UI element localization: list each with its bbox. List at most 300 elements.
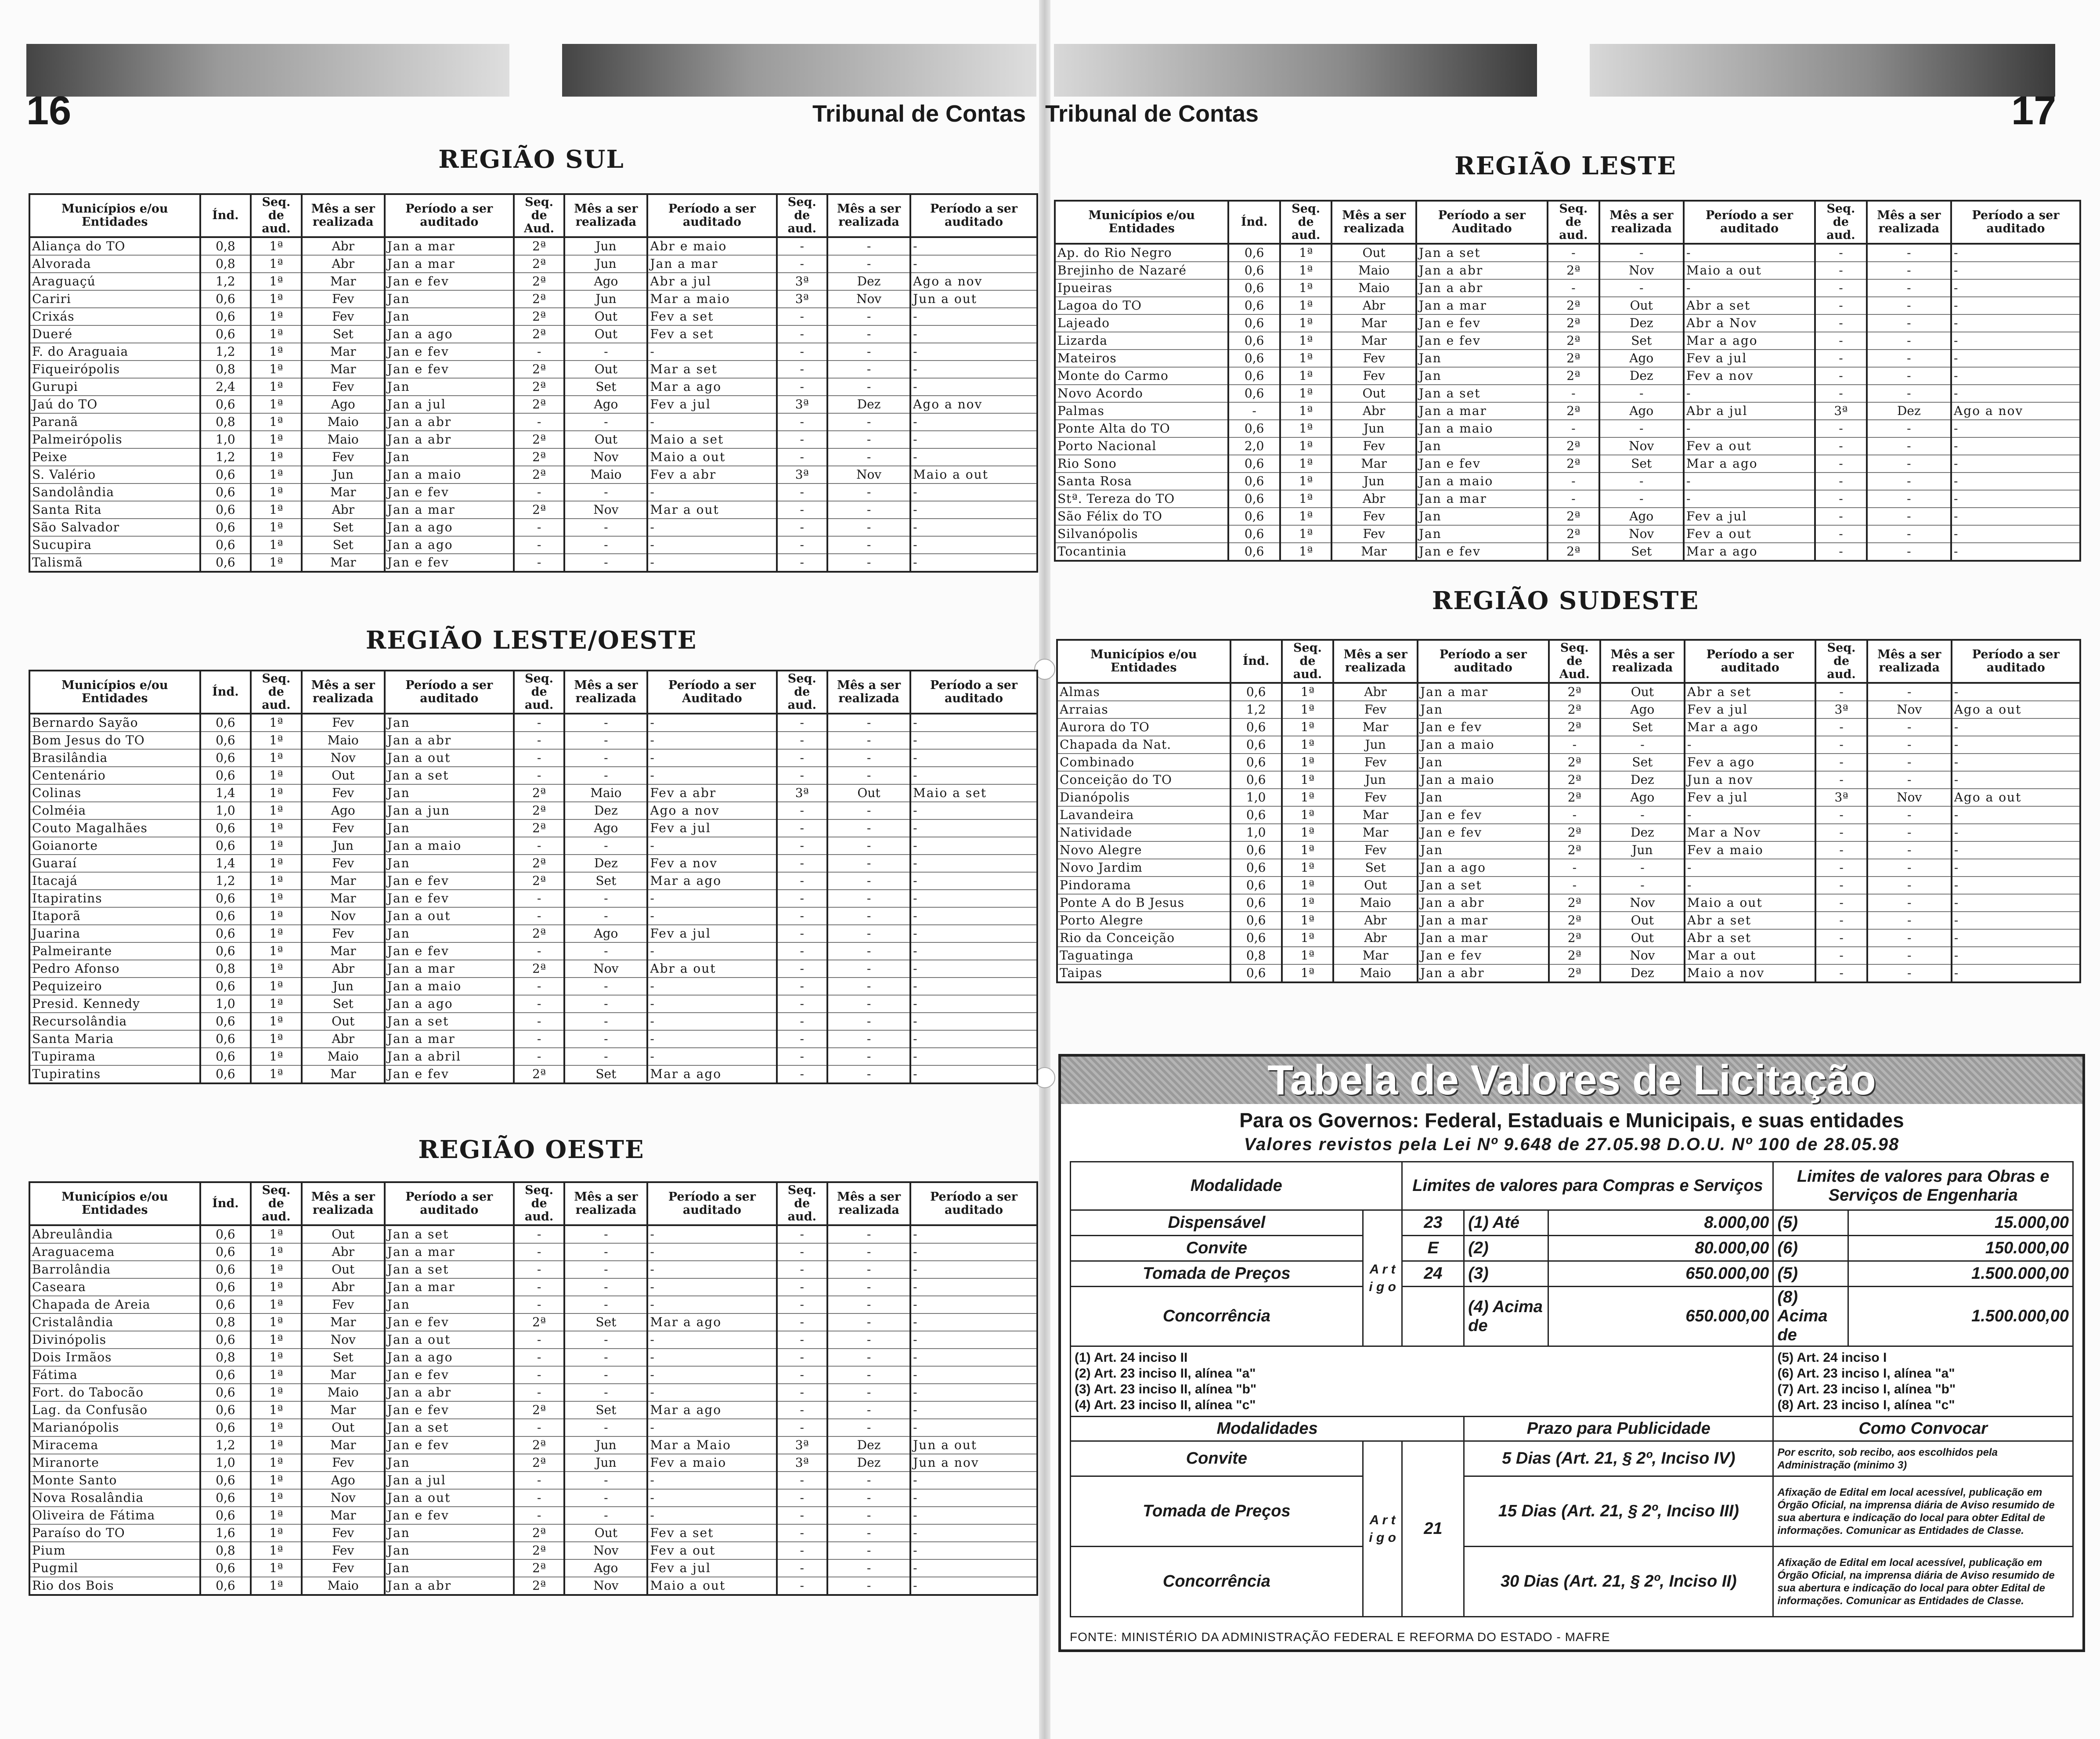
schedule-cell: Fev a abr <box>647 466 776 483</box>
schedule-cell: Fev <box>302 308 385 325</box>
table-row <box>29 290 1037 308</box>
column-header: Seq. de Aud. <box>514 194 565 237</box>
schedule-cell: 2ª <box>514 855 565 872</box>
schedule-cell: Abr <box>1331 490 1416 508</box>
schedule-cell: - <box>514 978 565 995</box>
schedule-cell: - <box>1867 332 1951 350</box>
schedule-cell: Fev a ago <box>1685 754 1816 771</box>
schedule-cell: Nov <box>302 1331 385 1349</box>
schedule-cell: - <box>827 837 910 855</box>
schedule-cell: - <box>827 448 910 466</box>
schedule-cell: 2ª <box>1548 508 1599 525</box>
obras-value: 1.500.000,00 <box>1848 1287 2073 1346</box>
schedule-cell: Abr <box>302 237 385 255</box>
schedule-cell: Mar <box>302 1366 385 1384</box>
schedule-cell: - <box>564 483 647 501</box>
schedule-cell: - <box>564 1048 647 1065</box>
indice-cell: 0,6 <box>200 1243 251 1261</box>
schedule-cell: Jan <box>1418 754 1549 771</box>
schedule-cell: 1ª <box>1282 718 1333 736</box>
schedule-cell: 2ª <box>514 1559 565 1577</box>
municipio-cell: Araguaçú <box>29 273 200 290</box>
schedule-cell: - <box>777 837 828 855</box>
prazo-header: Prazo para Publicidade <box>1464 1417 1773 1441</box>
indice-cell: 1,0 <box>1230 789 1282 806</box>
column-header: Seq. de aud. <box>1282 640 1333 683</box>
schedule-cell: 1ª <box>251 536 302 554</box>
schedule-cell: 1ª <box>1282 771 1333 789</box>
schedule-cell: - <box>827 519 910 536</box>
schedule-cell: Jan <box>1418 701 1549 718</box>
schedule-cell: Nov <box>302 749 385 767</box>
schedule-cell: Ago <box>302 1472 385 1489</box>
schedule-cell: - <box>1684 473 1815 490</box>
schedule-cell: - <box>1548 490 1599 508</box>
municipio-cell: Ipueiras <box>1055 279 1228 297</box>
schedule-cell: - <box>777 1559 828 1577</box>
table-row <box>1055 385 2080 402</box>
schedule-cell: Abr <box>302 1278 385 1296</box>
schedule-cell: Out <box>302 767 385 784</box>
schedule-cell: Jan a maio <box>1416 420 1548 437</box>
indice-cell: 0,6 <box>200 290 251 308</box>
schedule-cell: 2ª <box>1549 894 1600 912</box>
municipio-cell: Gurupi <box>29 378 200 396</box>
schedule-cell: Maio <box>302 431 385 448</box>
schedule-cell: Maio a set <box>910 784 1037 802</box>
table-row <box>29 749 1037 767</box>
schedule-cell: Out <box>1333 877 1418 894</box>
municipio-cell: Mateiros <box>1055 350 1228 367</box>
schedule-cell: Nov <box>564 1577 647 1595</box>
schedule-cell: - <box>910 237 1037 255</box>
schedule-cell: Mar <box>302 1065 385 1083</box>
schedule-cell: - <box>564 1489 647 1507</box>
indice-cell: 0,6 <box>1228 314 1280 332</box>
column-header: Período a ser auditado <box>1951 201 2080 244</box>
column-header: Mês a ser realizada <box>827 671 910 714</box>
schedule-cell: - <box>827 995 910 1013</box>
column-header: Seq. de aud. <box>251 671 302 714</box>
schedule-cell: - <box>1815 490 1867 508</box>
municipio-cell: Conceição do TO <box>1057 771 1230 789</box>
schedule-cell: Jan a maio <box>1416 473 1548 490</box>
table-row <box>29 1542 1037 1559</box>
indice-cell: 0,6 <box>1228 525 1280 543</box>
schedule-cell: - <box>1951 314 2080 332</box>
schedule-cell: Jan a abr <box>385 732 514 749</box>
schedule-cell: Maio a out <box>647 448 776 466</box>
modalidade-name: Tomada de Preços <box>1071 1261 1363 1287</box>
table-row <box>1057 877 2080 894</box>
schedule-cell: - <box>777 749 828 767</box>
schedule-cell: 2ª <box>514 1542 565 1559</box>
indice-cell: 0,6 <box>200 519 251 536</box>
indice-cell: 0,8 <box>1230 947 1282 964</box>
schedule-cell: - <box>1952 754 2080 771</box>
schedule-cell: Abr <box>1331 297 1416 314</box>
compras-ref: (1) Até <box>1464 1210 1548 1236</box>
schedule-cell: Nov <box>1600 947 1685 964</box>
municipio-cell: Fátima <box>29 1366 200 1384</box>
schedule-cell: 1ª <box>251 942 302 960</box>
schedule-cell: 1ª <box>1282 877 1333 894</box>
table-row <box>29 361 1037 378</box>
municipio-cell: Colméia <box>29 802 200 819</box>
schedule-cell: - <box>1815 262 1867 279</box>
schedule-cell: - <box>514 343 565 361</box>
schedule-cell: - <box>777 431 828 448</box>
schedule-cell: Maio <box>302 413 385 431</box>
schedule-cell: Nov <box>1867 701 1952 718</box>
schedule-cell: Jan e fev <box>385 483 514 501</box>
schedule-cell: Abr a set <box>1684 297 1815 314</box>
column-header: Período a ser auditado <box>910 671 1037 714</box>
obras-ref: (6) <box>1773 1236 1848 1261</box>
indice-cell: 0,6 <box>200 1419 251 1436</box>
schedule-cell: 1ª <box>251 325 302 343</box>
schedule-cell: Jun <box>564 1436 647 1454</box>
artigo-number: 23 <box>1402 1210 1464 1236</box>
schedule-cell: Maio <box>564 784 647 802</box>
schedule-cell: Abr a jul <box>1684 402 1815 420</box>
indice-cell: 0,6 <box>200 396 251 413</box>
schedule-cell: - <box>777 767 828 784</box>
schedule-cell: Abr <box>1333 683 1418 701</box>
schedule-cell: 1ª <box>251 907 302 925</box>
schedule-cell: - <box>827 872 910 890</box>
schedule-cell: 2ª <box>1549 718 1600 736</box>
schedule-cell: - <box>1685 736 1816 754</box>
municipio-cell: Novo Alegre <box>1057 841 1230 859</box>
schedule-cell: - <box>1685 806 1816 824</box>
schedule-cell: - <box>777 519 828 536</box>
table-row <box>29 466 1037 483</box>
schedule-cell: 1ª <box>1280 297 1332 314</box>
schedule-cell: - <box>910 1065 1037 1083</box>
schedule-cell: Fev a out <box>1684 525 1815 543</box>
municipio-cell: Recursolândia <box>29 1013 200 1030</box>
schedule-cell: 1ª <box>251 1401 302 1419</box>
municipio-cell: Jaú do TO <box>29 396 200 413</box>
schedule-cell: Jan a set <box>1416 244 1548 262</box>
table-row <box>29 1384 1037 1401</box>
schedule-cell: - <box>564 714 647 732</box>
schedule-cell: - <box>910 960 1037 978</box>
schedule-cell: Fev <box>1333 701 1418 718</box>
schedule-cell: - <box>827 501 910 519</box>
schedule-cell: Set <box>564 1401 647 1419</box>
schedule-cell: - <box>1815 367 1867 385</box>
schedule-cell: - <box>1684 420 1815 437</box>
schedule-cell: - <box>827 714 910 732</box>
municipio-cell: Aliança do TO <box>29 237 200 255</box>
schedule-cell: Jan a out <box>385 907 514 925</box>
schedule-cell: Mar <box>302 1313 385 1331</box>
schedule-cell: - <box>1952 964 2080 982</box>
table-row <box>1055 367 2080 385</box>
schedule-cell: 1ª <box>1280 279 1332 297</box>
obras-value: 15.000,00 <box>1848 1210 2073 1236</box>
table-row <box>29 308 1037 325</box>
prazo-text: 30 Dias (Art. 21, § 2º, Inciso II) <box>1464 1547 1773 1617</box>
schedule-cell: - <box>1815 385 1867 402</box>
schedule-cell: 1ª <box>1282 736 1333 754</box>
table-row <box>29 343 1037 361</box>
schedule-cell: 2ª <box>514 1524 565 1542</box>
schedule-cell: Jan e fev <box>385 1436 514 1454</box>
page-gutter <box>1039 0 1050 1739</box>
schedule-cell: - <box>827 767 910 784</box>
schedule-cell: - <box>827 237 910 255</box>
schedule-cell: - <box>564 1384 647 1401</box>
schedule-cell: Jan a jul <box>385 396 514 413</box>
schedule-cell: - <box>910 1331 1037 1349</box>
schedule-cell: - <box>910 554 1037 572</box>
schedule-cell: Mar <box>1331 332 1416 350</box>
licitacao-values-table <box>1070 1161 2074 1617</box>
schedule-cell: - <box>1867 964 1952 982</box>
schedule-cell: - <box>777 802 828 819</box>
schedule-cell: - <box>1815 859 1867 877</box>
schedule-cell: Fev <box>1331 367 1416 385</box>
table-row <box>29 1030 1037 1048</box>
table-row <box>29 837 1037 855</box>
schedule-cell: 1ª <box>251 308 302 325</box>
schedule-cell: Out <box>827 784 910 802</box>
schedule-cell: 1ª <box>251 1331 302 1349</box>
schedule-cell: Maio <box>1333 894 1418 912</box>
schedule-cell: Jan a ago <box>385 1349 514 1366</box>
schedule-cell: - <box>777 732 828 749</box>
header-band-right <box>1054 44 1537 97</box>
table-row <box>1057 964 2080 982</box>
municipio-cell: Porto Alegre <box>1057 912 1230 929</box>
page-number-left: 16 <box>26 88 72 133</box>
artigo-21: 21 <box>1402 1441 1464 1617</box>
schedule-cell: - <box>777 448 828 466</box>
schedule-cell: - <box>564 1013 647 1030</box>
municipio-cell: F. do Araguaia <box>29 343 200 361</box>
schedule-cell: Mar <box>302 1436 385 1454</box>
schedule-cell: Fev <box>302 1296 385 1313</box>
schedule-cell: - <box>910 1472 1037 1489</box>
schedule-cell: Fev a abr <box>647 784 776 802</box>
artigo-spacer <box>1402 1287 1464 1346</box>
schedule-cell: - <box>1815 754 1867 771</box>
schedule-cell: Fev a set <box>647 325 776 343</box>
schedule-cell: - <box>514 1048 565 1065</box>
schedule-cell: 2ª <box>514 872 565 890</box>
schedule-cell: Jan <box>1416 508 1548 525</box>
table-row <box>29 378 1037 396</box>
schedule-cell: - <box>910 1296 1037 1313</box>
schedule-cell: Out <box>1600 912 1685 929</box>
indice-cell: 0,8 <box>200 255 251 273</box>
schedule-cell: - <box>827 361 910 378</box>
schedule-cell: Out <box>1599 297 1684 314</box>
schedule-cell: Ago a nov <box>910 396 1037 413</box>
schedule-cell: 2ª <box>1548 297 1599 314</box>
column-header: Mês a ser realizada <box>827 194 910 237</box>
municipio-cell: Presid. Kennedy <box>29 995 200 1013</box>
schedule-cell: - <box>647 1261 776 1278</box>
schedule-cell: 1ª <box>251 732 302 749</box>
schedule-cell: Maio a nov <box>1685 964 1816 982</box>
modalidade-name: Dispensável <box>1071 1210 1363 1236</box>
indice-cell: 0,6 <box>1228 455 1280 473</box>
municipio-cell: Novo Acordo <box>1055 385 1228 402</box>
schedule-cell: 1ª <box>251 483 302 501</box>
schedule-cell: - <box>827 942 910 960</box>
column-header: Seq. de aud. <box>514 671 565 714</box>
schedule-cell: - <box>647 1349 776 1366</box>
schedule-cell: 3ª <box>1815 701 1867 718</box>
schedule-cell: Dez <box>1600 771 1685 789</box>
schedule-cell: Jan a out <box>385 1331 514 1349</box>
municipio-cell: Ponte Alta do TO <box>1055 420 1228 437</box>
schedule-cell: - <box>827 1331 910 1349</box>
schedule-cell: - <box>777 1278 828 1296</box>
schedule-cell: - <box>564 1472 647 1489</box>
schedule-cell: - <box>514 942 565 960</box>
schedule-cell: - <box>647 978 776 995</box>
schedule-cell: Fev a jul <box>1684 350 1815 367</box>
column-header: Índ. <box>200 1182 251 1225</box>
municipio-cell: Bernardo Sayão <box>29 714 200 732</box>
schedule-cell: 2ª <box>514 448 565 466</box>
municipio-cell: Peixe <box>29 448 200 466</box>
modalidade-header: Modalidade <box>1071 1162 1402 1210</box>
column-header: Seq. de aud. <box>251 1182 302 1225</box>
schedule-cell: 2ª <box>514 784 565 802</box>
schedule-cell: Out <box>302 1261 385 1278</box>
schedule-cell: Jan a mar <box>1418 929 1549 947</box>
indice-cell: 0,6 <box>200 942 251 960</box>
schedule-cell: Jan <box>385 784 514 802</box>
schedule-cell: Mar a ago <box>647 1065 776 1083</box>
indice-cell: 0,8 <box>200 1542 251 1559</box>
table-row <box>29 942 1037 960</box>
column-header: Índ. <box>1230 640 1282 683</box>
schedule-cell: Set <box>1600 718 1685 736</box>
schedule-cell: 1ª <box>251 1261 302 1278</box>
municipio-cell: Araguacema <box>29 1243 200 1261</box>
indice-cell: 0,6 <box>200 978 251 995</box>
schedule-cell: Fev <box>302 855 385 872</box>
region-title-oeste: REGIÃO OESTE <box>418 1135 645 1164</box>
schedule-cell: 1ª <box>251 1542 302 1559</box>
schedule-cell: - <box>1815 947 1867 964</box>
artigo-vertical-label-2: A r t i g o <box>1363 1441 1402 1617</box>
schedule-cell: Jan e fev <box>385 872 514 890</box>
schedule-cell: 1ª <box>1280 508 1332 525</box>
schedule-cell: 1ª <box>1282 824 1333 841</box>
schedule-cell: Mar <box>302 1507 385 1524</box>
schedule-cell: Mar a ago <box>1684 332 1815 350</box>
schedule-cell: - <box>1815 877 1867 894</box>
schedule-cell: Jan <box>1416 525 1548 543</box>
indice-cell: 1,2 <box>200 1436 251 1454</box>
schedule-cell: Fev <box>302 1542 385 1559</box>
table-row <box>1055 244 2080 262</box>
indice-cell: 0,6 <box>1230 771 1282 789</box>
schedule-cell: Nov <box>1600 894 1685 912</box>
table-row <box>1055 525 2080 543</box>
table-row <box>1055 297 2080 314</box>
note-line: (3) Art. 23 inciso II, alínea "b" <box>1075 1382 1257 1396</box>
schedule-cell: - <box>647 519 776 536</box>
indice-cell: 0,6 <box>1228 279 1280 297</box>
column-header: Índ. <box>200 194 251 237</box>
schedule-cell: - <box>1815 929 1867 947</box>
schedule-cell: Jan e fev <box>385 1065 514 1083</box>
schedule-cell: Abr <box>302 501 385 519</box>
municipio-cell: Lagoa do TO <box>1055 297 1228 314</box>
table-row <box>29 890 1037 907</box>
schedule-cell: - <box>514 1366 565 1384</box>
column-header: Mês a ser realizada <box>564 1182 647 1225</box>
notes-left <box>1071 1346 1773 1417</box>
schedule-cell: 3ª <box>777 273 828 290</box>
column-header: Índ. <box>1228 201 1280 244</box>
indice-cell: 0,6 <box>200 1577 251 1595</box>
schedule-cell: - <box>647 1419 776 1436</box>
municipio-cell: Itacajá <box>29 872 200 890</box>
schedule-cell: Out <box>302 1013 385 1030</box>
schedule-cell: 1ª <box>1280 543 1332 561</box>
schedule-cell: - <box>777 1489 828 1507</box>
schedule-cell: - <box>777 1225 828 1243</box>
schedule-cell: Jan a mar <box>1416 490 1548 508</box>
schedule-cell: Jan <box>385 1559 514 1577</box>
schedule-cell: - <box>564 1030 647 1048</box>
schedule-cell: Jan <box>385 1296 514 1313</box>
schedule-cell: Jan a set <box>1418 877 1549 894</box>
column-header: Seq. de Aud. <box>1549 640 1600 683</box>
schedule-cell: Jan <box>385 1524 514 1542</box>
table-row <box>29 325 1037 343</box>
indice-cell: 1,2 <box>200 273 251 290</box>
schedule-cell: - <box>777 855 828 872</box>
schedule-cell: Out <box>302 1419 385 1436</box>
schedule-cell: - <box>827 1048 910 1065</box>
schedule-cell: - <box>1951 455 2080 473</box>
schedule-cell: - <box>1867 859 1952 877</box>
schedule-cell: Mar <box>302 1401 385 1419</box>
municipio-cell: Dueré <box>29 325 200 343</box>
schedule-cell: - <box>777 413 828 431</box>
schedule-cell: Ago <box>302 396 385 413</box>
schedule-cell: 1ª <box>251 890 302 907</box>
municipio-cell: São Salvador <box>29 519 200 536</box>
schedule-cell: Fev a set <box>647 1524 776 1542</box>
notes-right <box>1773 1346 2073 1417</box>
indice-cell: 1,4 <box>200 784 251 802</box>
schedule-cell: 1ª <box>1282 859 1333 877</box>
schedule-cell: - <box>910 732 1037 749</box>
table-row <box>29 767 1037 784</box>
schedule-cell: - <box>1815 912 1867 929</box>
schedule-cell: Fev <box>1333 841 1418 859</box>
schedule-cell: - <box>777 942 828 960</box>
municipio-cell: Brejinho de Nazaré <box>1055 262 1228 279</box>
column-header: Mês a ser realizada <box>1333 640 1418 683</box>
indice-cell: 1,4 <box>200 855 251 872</box>
column-header: Período a ser auditado <box>1952 640 2080 683</box>
schedule-cell: - <box>1684 244 1815 262</box>
schedule-cell: Fev a jul <box>647 1559 776 1577</box>
